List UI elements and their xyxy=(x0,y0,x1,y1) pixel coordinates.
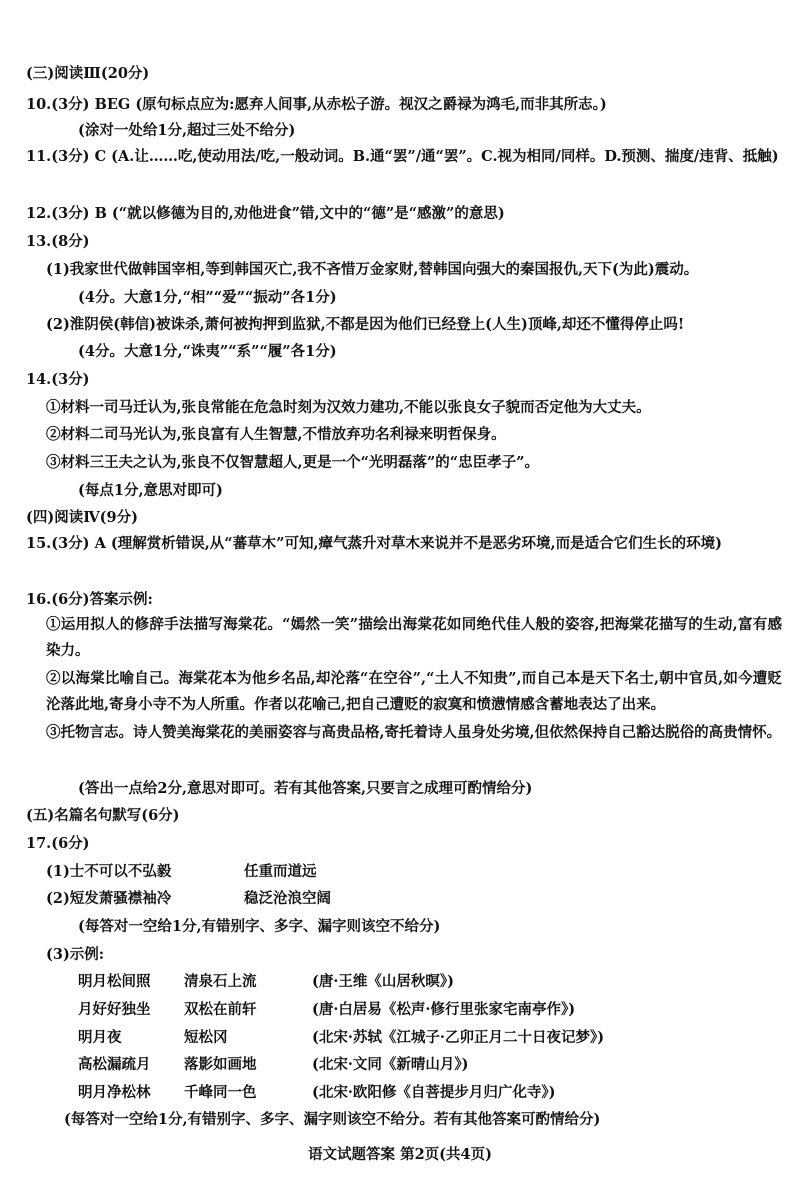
q17-heading: 17.(6分) xyxy=(26,835,90,852)
q17-sub3-heading: (3)示例: xyxy=(46,946,105,963)
q16-point-1: ①运用拟人的修辞手法描写海棠花。“嫣然一笑”描绘出海棠花如同绝代佳人般的姿容,把海棠花描写的生动,富有感染力。 xyxy=(46,616,782,659)
q14-heading: 14.(3分) xyxy=(26,371,90,388)
example-row xyxy=(78,1028,782,1048)
example-line-2: 落影如画地 xyxy=(184,1056,257,1073)
q11-answer: 11.(3分) C (A.让……吃,使动用法/吃,一般动词。B.通“罢”/通“罢”。C.视为相同/同样。D.预测、揣度/违背、抵触) xyxy=(26,148,779,165)
page-footer: 语文试题答案 第2页(共4页) xyxy=(308,1146,492,1163)
example-row xyxy=(78,1055,782,1075)
q13-translation-2: (2)淮阴侯(韩信)被诛杀,萧何被拘押到监狱,不都是因为他们已经登上(人生)顶峰,却还不懂得停止吗! xyxy=(46,316,685,333)
example-source: (唐·白居易《松声·修行里张家宅南亭作》) xyxy=(312,1001,576,1018)
example-source: (唐·王维《山居秋暝》) xyxy=(312,973,455,990)
section-heading-reading-3: (三)阅读Ⅲ(20分) xyxy=(26,65,150,82)
q13-note-2: (4分。大意1分,“诛夷”“系”“履”各1分) xyxy=(78,343,337,360)
q17-note-1: (每答对一空给1分,有错别字、多字、漏字则该空不给分) xyxy=(78,918,441,935)
q13-heading: 13.(8分) xyxy=(26,233,90,250)
q16-heading: 16.(6分)答案示例: xyxy=(26,591,153,608)
q17-2-first: (2)短发萧骚襟袖冷 xyxy=(46,890,172,907)
example-line-2: 短松冈 xyxy=(184,1029,228,1046)
example-line-1: 明月净松林 xyxy=(78,1084,151,1101)
example-row xyxy=(78,1083,782,1103)
q17-row-2 xyxy=(46,889,782,909)
example-row xyxy=(78,972,782,992)
q14-point-1: ①材料一司马迁认为,张良常能在危急时刻为汉效力建功,不能以张良女子貌而否定他为大丈夫。 xyxy=(46,399,651,416)
q14-note: (每点1分,意思对即可) xyxy=(78,482,223,499)
q17-1-first: (1)士不可以不弘毅 xyxy=(46,863,172,880)
example-source: (北宋·欧阳修《自菩提步月归广化寺》) xyxy=(312,1084,556,1101)
q10-answer: 10.(3分) BEG (原句标点应为:愿弃人间事,从赤松子游。视汉之爵禄为鸿毛,而非其所志。) xyxy=(26,96,607,113)
q16-note: (答出一点给2分,意思对即可。若有其他答案,只要言之成理可酌情给分) xyxy=(78,780,533,797)
q17-1-second: 任重而道远 xyxy=(244,863,317,880)
example-line-2: 清泉石上流 xyxy=(184,973,257,990)
example-line-1: 高松漏疏月 xyxy=(78,1056,151,1073)
example-line-2: 双松在前轩 xyxy=(184,1001,257,1018)
section-heading-reading-4: (四)阅读Ⅳ(9分) xyxy=(26,509,138,526)
q16-point-3: ③托物言志。诗人赞美海棠花的美丽姿容与高贵品格,寄托着诗人虽身处劣境,但依然保持自己豁达脱俗的高贵情怀。 xyxy=(46,724,782,741)
q13-translation-1: (1)我家世代做韩国宰相,等到韩国灭亡,我不吝惜万金家财,替韩国向强大的秦国报仇,天下(为此)震动。 xyxy=(46,261,699,278)
section-heading-recitation: (五)名篇名句默写(6分) xyxy=(26,807,180,824)
q17-2-second: 稳泛沧浪空阔 xyxy=(244,890,331,907)
q16-point-2: ②以海棠比喻自己。海棠花本为他乡名品,却沦落“在空谷”,“土人不知贵”,而自己本是天下名士,朝中官员,如今遭贬沦落此地,寄身小寺不为人所重。作者以花喻己,把自己遭贬的寂寞和愤懑情感含蓄地表达了出来。 xyxy=(46,670,782,713)
example-line-1: 明月松间照 xyxy=(78,973,151,990)
example-line-2: 千峰同一色 xyxy=(184,1084,257,1101)
example-source: (北宋·文同《新晴山月》) xyxy=(312,1056,469,1073)
q13-note-1: (4分。大意1分,“相”“爱”“振动”各1分) xyxy=(78,289,337,306)
q14-point-3: ③材料三王夫之认为,张良不仅智慧超人,更是一个“光明磊落”的“忠臣孝子”。 xyxy=(46,454,539,471)
example-line-1: 明月夜 xyxy=(78,1029,122,1046)
q14-point-2: ②材料二司马光认为,张良富有人生智慧,不惜放弃功名利禄来明哲保身。 xyxy=(46,426,506,443)
q17-row-1 xyxy=(46,862,782,882)
q17-note-2: (每答对一空给1分,有错别字、多字、漏字则该空不给分。若有其他答案可酌情给分) xyxy=(64,1111,601,1128)
q10-note: (涂对一处给1分,超过三处不给分) xyxy=(78,122,296,139)
q12-answer: 12.(3分) B (“就以修德为目的,劝他进食”错,文中的“德”是“感激”的意思) xyxy=(26,205,505,222)
example-line-1: 月好好独坐 xyxy=(78,1001,151,1018)
example-source: (北宋·苏轼《江城子·乙卯正月二十日夜记梦》) xyxy=(312,1029,605,1046)
example-row xyxy=(78,1000,782,1020)
q15-answer: 15.(3分) A (理解赏析错误,从“蕃草木”可知,瘴气蒸升对草木来说并不是恶劣环境,而是适合它们生长的环境) xyxy=(26,535,722,552)
